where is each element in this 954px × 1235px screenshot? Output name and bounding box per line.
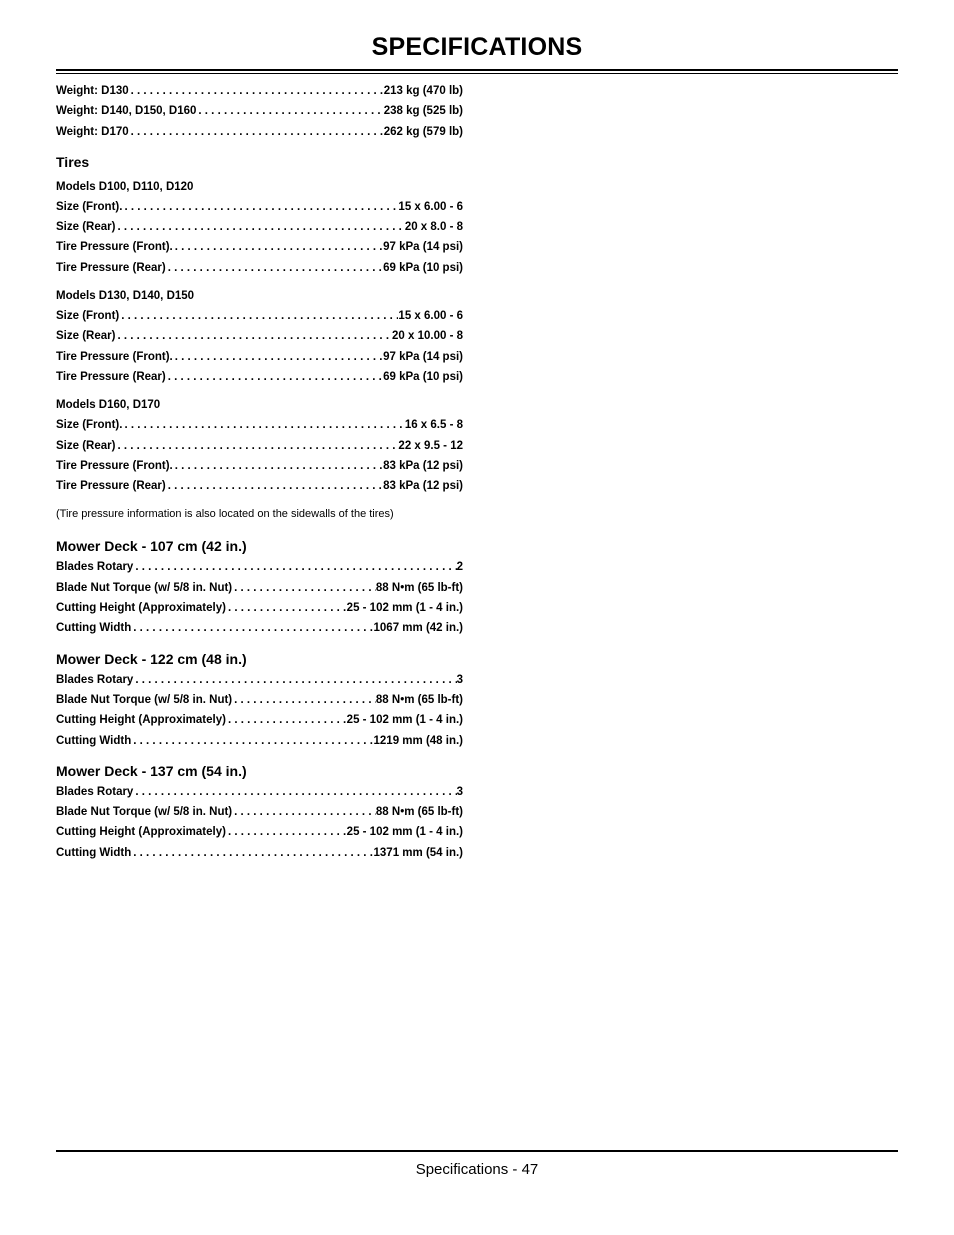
spec-row (56, 367, 463, 387)
dot-leader (166, 476, 383, 496)
spec-value: 1067 mm (42 in.) (373, 622, 463, 635)
spec-label: Size (Rear) (56, 221, 116, 234)
dot-leader (173, 347, 383, 367)
dot-leader (119, 306, 398, 326)
spec-label: Size (Rear) (56, 439, 116, 452)
dot-leader (131, 618, 373, 638)
spec-label: Blades Rotary (56, 561, 134, 574)
spec-value: 1219 mm (48 in.) (373, 734, 463, 747)
spec-label: Cutting Height (Approximately) (56, 714, 226, 727)
dot-leader (133, 557, 456, 577)
section-heading-tires: Tires (56, 153, 90, 170)
spec-label: Tire Pressure (Rear) (56, 480, 166, 493)
spec-row (56, 197, 463, 217)
spec-value: 3 (456, 785, 463, 798)
dot-leader (226, 822, 347, 842)
dot-leader (129, 81, 384, 101)
spec-row (56, 690, 463, 710)
spec-value: 88 N•m (65 lb-ft) (375, 581, 463, 594)
spec-row-weight-d130 (56, 81, 463, 101)
spacer (56, 496, 463, 504)
spec-value: 213 kg (470 lb) (383, 85, 463, 97)
dot-leader (129, 122, 384, 142)
spec-row (56, 598, 463, 618)
spec-value: 25 - 102 mm (1 - 4 in.) (346, 714, 463, 727)
spec-row (56, 237, 463, 257)
spec-label: Tire Pressure (Front). (56, 459, 173, 472)
spec-label: Cutting Width (56, 622, 132, 635)
spec-label: Cutting Height (Approximately) (56, 602, 226, 615)
spec-row (56, 618, 463, 638)
spec-row (56, 415, 463, 435)
spec-label: Size (Front). (56, 419, 123, 432)
spec-value: 83 kPa (12 psi) (383, 480, 463, 493)
dot-leader (196, 101, 383, 121)
dot-leader (166, 367, 383, 387)
dot-leader (173, 456, 383, 476)
dot-leader (232, 690, 376, 710)
spec-row (56, 436, 463, 456)
dot-leader (131, 731, 373, 751)
spacer (56, 142, 463, 151)
spec-value: 25 - 102 mm (1 - 4 in.) (346, 826, 463, 839)
dot-leader (232, 578, 376, 598)
title-rule-thick (56, 69, 898, 71)
page-footer: Specifications - 47 (415, 1161, 539, 1178)
spec-row (56, 306, 463, 326)
spec-row (56, 822, 463, 842)
spec-label: Tire Pressure (Front). (56, 241, 173, 254)
spacer (56, 524, 463, 535)
spec-value: 2 (456, 561, 463, 574)
spec-label: Blades Rotary (56, 785, 134, 798)
spec-row-weight-d140-d150-d160 (56, 101, 463, 121)
dot-leader (226, 598, 347, 618)
spec-row (56, 843, 463, 863)
spec-label: Size (Front). (56, 200, 123, 213)
dot-leader (173, 237, 383, 257)
tire-pressure-note: (Tire pressure information is also located on the sidewalls of the tires) (56, 508, 394, 521)
dot-leader (232, 802, 376, 822)
section-heading-deck-48: Mower Deck - 122 cm (48 in.) (56, 650, 247, 667)
spec-value: 3 (456, 673, 463, 686)
section-heading-deck-54: Mower Deck - 137 cm (54 in.) (56, 762, 247, 779)
spec-label: Weight: D170 (56, 125, 129, 138)
spec-value: 88 N•m (65 lb-ft) (375, 806, 463, 819)
spec-row (56, 670, 463, 690)
spec-value: 22 x 9.5 - 12 (398, 439, 463, 452)
dot-leader (133, 782, 456, 802)
spec-row (56, 326, 463, 346)
spec-row (56, 578, 463, 598)
section-heading-deck-42: Mower Deck - 107 cm (42 in.) (56, 538, 247, 555)
dot-leader (122, 197, 398, 217)
dot-leader (115, 436, 398, 456)
spec-value: 1371 mm (54 in.) (373, 846, 463, 859)
spec-label: Blade Nut Torque (w/ 5/8 in. Nut) (56, 581, 233, 594)
spec-label: Cutting Height (Approximately) (56, 826, 226, 839)
spec-column (56, 81, 463, 863)
spec-value: 88 N•m (65 lb-ft) (375, 693, 463, 706)
dot-leader (133, 670, 456, 690)
spec-value: 25 - 102 mm (1 - 4 in.) (346, 602, 463, 615)
spec-row (56, 347, 463, 367)
spacer (56, 278, 463, 286)
spec-row (56, 258, 463, 278)
spec-row (56, 456, 463, 476)
dot-leader (115, 217, 404, 237)
spec-value: 97 kPa (14 psi) (383, 350, 463, 363)
dot-leader (226, 710, 347, 730)
dot-leader (131, 843, 373, 863)
spec-row (56, 217, 463, 237)
spec-value: 16 x 6.5 - 8 (404, 419, 463, 432)
spec-label: Blade Nut Torque (w/ 5/8 in. Nut) (56, 693, 233, 706)
dot-leader (122, 415, 404, 435)
spec-label: Tire Pressure (Front). (56, 350, 173, 363)
spec-row (56, 782, 463, 802)
dot-leader (166, 258, 383, 278)
spec-row (56, 802, 463, 822)
spacer (56, 751, 463, 760)
spacer (56, 387, 463, 395)
page-title: SPECIFICATIONS (371, 33, 583, 61)
spec-label: Weight: D130 (56, 85, 129, 97)
spec-value: 97 kPa (14 psi) (383, 241, 463, 254)
spec-value: 262 kg (579 lb) (383, 125, 463, 138)
spec-label: Cutting Width (56, 846, 132, 859)
spec-label: Size (Front) (56, 310, 120, 323)
spacer (56, 639, 463, 648)
spec-value: 20 x 10.00 - 8 (392, 330, 463, 343)
spec-value: 238 kg (525 lb) (383, 105, 463, 118)
spec-value: 69 kPa (10 psi) (383, 370, 463, 383)
spec-row (56, 557, 463, 577)
footer-rule (56, 1150, 898, 1152)
title-rule-thin (56, 73, 898, 74)
spec-label: Tire Pressure (Rear) (56, 370, 166, 383)
spec-value: 15 x 6.00 - 6 (398, 310, 463, 323)
spec-label: Tire Pressure (Rear) (56, 261, 166, 274)
models-heading: Models D100, D110, D120 (56, 180, 194, 193)
spec-row (56, 731, 463, 751)
spec-label: Blades Rotary (56, 673, 134, 686)
spec-row (56, 710, 463, 730)
spec-row-weight-d170 (56, 122, 463, 142)
spec-label: Blade Nut Torque (w/ 5/8 in. Nut) (56, 806, 233, 819)
spec-label: Size (Rear) (56, 330, 116, 343)
spec-label: Cutting Width (56, 734, 132, 747)
dot-leader (115, 326, 392, 346)
models-heading: Models D160, D170 (56, 399, 161, 412)
spec-value: 15 x 6.00 - 6 (398, 200, 463, 213)
spec-row (56, 476, 463, 496)
spec-label: Weight: D140, D150, D160 (56, 105, 197, 118)
spec-value: 20 x 8.0 - 8 (404, 221, 463, 234)
spec-value: 69 kPa (10 psi) (383, 261, 463, 274)
spec-value: 83 kPa (12 psi) (383, 459, 463, 472)
models-heading: Models D130, D140, D150 (56, 290, 195, 303)
